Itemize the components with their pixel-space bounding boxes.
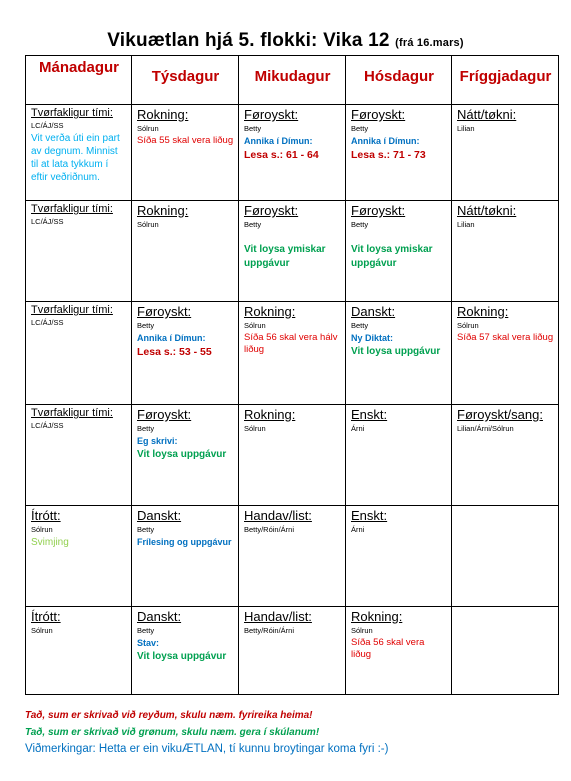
schedule-row	[26, 105, 559, 201]
lesson-note: Svimjing	[31, 537, 69, 548]
lesson-cell	[452, 105, 559, 201]
day-header-row	[26, 56, 559, 105]
lesson-teacher: LC/ÁJ/SS	[31, 318, 64, 327]
lesson-homework: Síða 55 skal vera liðug	[137, 135, 234, 146]
lesson-cell	[239, 302, 346, 405]
lesson-teacher: LC/ÁJ/SS	[31, 121, 64, 130]
spacer	[244, 231, 341, 243]
lesson-teacher: Betty	[244, 124, 262, 133]
lesson-cell	[452, 405, 559, 506]
lesson-book: Frílesing og uppgávur	[137, 537, 232, 547]
remark-note: Viðmerkingar: Hetta er ein vikuÆTLAN, tí kunnu broytingar koma fyri :-)	[25, 743, 389, 755]
lesson-classwork: Vit loysa uppgávur	[137, 651, 227, 662]
day-header-monday: Mánadagur	[26, 56, 132, 105]
lesson-cell	[26, 302, 132, 405]
lesson-teacher: Árni	[351, 525, 365, 534]
lesson-book: Stav:	[137, 638, 160, 648]
lesson-cell	[132, 105, 239, 201]
lesson-book: Annika í Dímun:	[137, 333, 206, 343]
page-title	[0, 30, 571, 52]
lesson-cell	[132, 302, 239, 405]
lesson-cell	[26, 201, 132, 302]
lesson-cell	[132, 607, 239, 695]
lesson-cell	[26, 506, 132, 607]
lesson-subject: Føroyskt:	[244, 107, 299, 122]
lesson-teacher: Betty	[351, 220, 369, 229]
lesson-cell	[346, 405, 452, 506]
lesson-subject: Ítrótt:	[31, 609, 61, 624]
lesson-cell	[346, 506, 452, 607]
lesson-classwork: Vit loysa ymiskar uppgávur	[244, 244, 326, 269]
lesson-cell-empty	[452, 607, 559, 695]
lesson-cell	[239, 607, 346, 695]
lesson-homework: Síða 56 skal vera liðug	[351, 637, 425, 660]
lesson-teacher: Lilian	[457, 220, 475, 229]
lesson-homework: Síða 56 skal vera hálv liðug	[244, 332, 338, 355]
lesson-cell-empty	[452, 506, 559, 607]
lesson-book: Eg skrivi:	[137, 436, 178, 446]
lesson-subject: Nátt/tøkni:	[457, 203, 517, 218]
lesson-cell	[346, 105, 452, 201]
lesson-cell	[132, 405, 239, 506]
lesson-teacher: Betty/Róin/Árni	[244, 525, 295, 534]
schedule-row	[26, 506, 559, 607]
spacer	[351, 231, 447, 243]
lesson-cell	[26, 105, 132, 201]
title-main: Vikuætlan hjá 5. flokki: Vika 12	[107, 30, 390, 51]
lesson-cell	[239, 405, 346, 506]
lesson-subject: Ítrótt:	[31, 508, 61, 523]
lesson-book: Ny Diktat:	[351, 333, 394, 343]
lesson-teacher: LC/ÁJ/SS	[31, 421, 64, 430]
lesson-cell	[132, 506, 239, 607]
lesson-teacher: Sólrun	[31, 525, 53, 534]
day-header-thursday: Hósdagur	[346, 56, 452, 105]
lesson-subject: Rokning:	[137, 203, 189, 218]
lesson-note: Vit verða úti ein part av degnum. Minnist til at lata tykkum í eftir veðriðnum.	[31, 133, 120, 183]
lesson-teacher: Betty	[244, 220, 262, 229]
lesson-cell	[346, 302, 452, 405]
legend-red-note: Tað, sum er skrivað við reyðum, skulu næm. fyrireika heima!	[25, 710, 313, 721]
lesson-subject: Rokning:	[244, 304, 296, 319]
day-header-friday: Fríggjadagur	[452, 56, 559, 105]
lesson-teacher: Sólrun	[137, 124, 159, 133]
lesson-cell	[132, 201, 239, 302]
lesson-teacher: Betty	[137, 525, 155, 534]
day-header-tuesday: Týsdagur	[132, 56, 239, 105]
lesson-cell	[239, 105, 346, 201]
lesson-subject: Handav/list:	[244, 508, 312, 523]
lesson-cell	[239, 506, 346, 607]
lesson-subject: Føroyskt:	[351, 107, 406, 122]
schedule-row	[26, 405, 559, 506]
lesson-homework: Lesa s.: 71 - 73	[351, 149, 426, 161]
lesson-classwork: Vit loysa uppgávur	[351, 346, 441, 357]
lesson-teacher: Lilian	[457, 124, 475, 133]
lesson-subject: Føroyskt:	[137, 407, 192, 422]
lesson-subject: Tvørfakligur tími:	[31, 107, 113, 119]
lesson-teacher: Árni	[351, 424, 365, 433]
lesson-teacher: Sólrun	[31, 626, 53, 635]
lesson-teacher: Sólrun	[244, 321, 266, 330]
lesson-subject: Danskt:	[137, 609, 182, 624]
lesson-subject: Tvørfakligur tími:	[31, 304, 113, 316]
lesson-subject: Føroyskt/sang:	[457, 407, 543, 422]
lesson-cell	[346, 607, 452, 695]
lesson-subject: Tvørfakligur tími:	[31, 407, 113, 419]
lesson-cell	[26, 607, 132, 695]
lesson-cell	[239, 201, 346, 302]
lesson-subject: Danskt:	[351, 304, 396, 319]
lesson-cell	[452, 201, 559, 302]
lesson-subject: Enskt:	[351, 407, 388, 422]
lesson-teacher: Lilian/Árni/Sólrun	[457, 424, 514, 433]
day-header-wednesday: Mikudagur	[239, 56, 346, 105]
lesson-subject: Rokning:	[351, 609, 403, 624]
lesson-subject: Føroyskt:	[137, 304, 192, 319]
lesson-teacher: Betty	[137, 424, 155, 433]
lesson-homework: Lesa s.: 53 - 55	[137, 346, 212, 358]
lesson-subject: Tvørfakligur tími:	[31, 203, 113, 215]
lesson-cell	[26, 405, 132, 506]
lesson-subject: Rokning:	[137, 107, 189, 122]
lesson-subject: Nátt/tøkni:	[457, 107, 517, 122]
lesson-subject: Føroyskt:	[244, 203, 299, 218]
lesson-teacher: Betty	[137, 321, 155, 330]
lesson-subject: Rokning:	[457, 304, 509, 319]
lesson-subject: Føroyskt:	[351, 203, 406, 218]
lesson-subject: Danskt:	[137, 508, 182, 523]
legend-green-note: Tað, sum er skrivað við grønum, skulu næm. gera í skúlanum!	[25, 727, 320, 738]
lesson-cell	[452, 302, 559, 405]
lesson-teacher: Betty	[351, 124, 369, 133]
lesson-homework: Lesa s.: 61 - 64	[244, 149, 319, 161]
schedule-row	[26, 201, 559, 302]
lesson-teacher: Sólrun	[137, 220, 159, 229]
lesson-classwork: Vit loysa ymiskar uppgávur	[351, 244, 433, 269]
lesson-homework: Síða 57 skal vera liðug	[457, 332, 554, 343]
title-sub: (frá 16.mars)	[395, 37, 464, 49]
lesson-book: Annika í Dímun:	[351, 136, 420, 146]
lesson-teacher: Betty	[351, 321, 369, 330]
schedule-table	[25, 55, 559, 695]
schedule-row	[26, 607, 559, 695]
lesson-teacher: Betty	[137, 626, 155, 635]
lesson-teacher: Sólrun	[457, 321, 479, 330]
lesson-subject: Handav/list:	[244, 609, 312, 624]
lesson-classwork: Vit loysa uppgávur	[137, 449, 227, 460]
lesson-teacher: Sólrun	[351, 626, 373, 635]
lesson-cell	[346, 201, 452, 302]
lesson-subject: Rokning:	[244, 407, 296, 422]
lesson-teacher: LC/ÁJ/SS	[31, 217, 64, 226]
schedule-row	[26, 302, 559, 405]
lesson-book: Annika í Dímun:	[244, 136, 313, 146]
lesson-teacher: Sólrun	[244, 424, 266, 433]
lesson-teacher: Betty/Róin/Árni	[244, 626, 295, 635]
lesson-subject: Enskt:	[351, 508, 388, 523]
